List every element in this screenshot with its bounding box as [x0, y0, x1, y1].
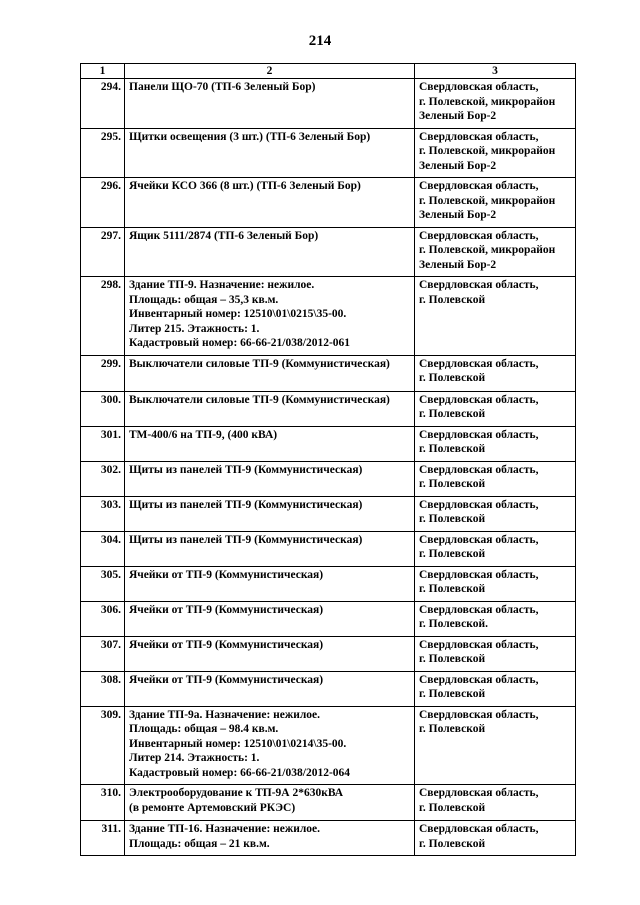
- address-line: Зеленый Бор-2: [419, 159, 497, 172]
- object-description: [125, 671, 415, 706]
- table-row: [81, 227, 576, 277]
- row-number: 307.: [81, 636, 125, 671]
- row-number: 295.: [81, 128, 125, 178]
- description-line: Щиты из панелей ТП-9 (Коммунистическая): [129, 463, 363, 476]
- table-row: [81, 496, 576, 531]
- row-number: 310.: [81, 785, 125, 821]
- address-line: Свердловская область,: [419, 229, 539, 242]
- object-address: [415, 601, 576, 636]
- address-line: г. Полевской: [419, 548, 486, 560]
- address-line: г. Полевской: [419, 443, 486, 455]
- object-description: [125, 706, 415, 785]
- description-line: Ячейки от ТП-9 (Коммунистическая): [129, 568, 324, 581]
- object-address: [415, 178, 576, 228]
- row-number: 311.: [81, 821, 125, 856]
- table-row: [81, 178, 576, 228]
- row-number: 304.: [81, 531, 125, 566]
- table-row: [81, 671, 576, 706]
- object-description: [125, 636, 415, 671]
- object-description: [125, 601, 415, 636]
- table-row: [81, 461, 576, 496]
- object-description: [125, 227, 415, 277]
- description-line: Электрооборудование к ТП-9А 2*630кВА: [129, 787, 344, 799]
- address-line: Зеленый Бор-2: [419, 209, 497, 221]
- object-address: [415, 566, 576, 601]
- description-line: Панели ЩО-70 (ТП-6 Зеленый Бор): [129, 81, 316, 93]
- description-line: Здание ТП-9. Назначение: нежилое.: [129, 279, 315, 291]
- description-line: Щиты из панелей ТП-9 (Коммунистическая): [129, 533, 363, 546]
- address-line: Свердловская область,: [419, 638, 539, 651]
- address-line: Свердловская область,: [419, 533, 539, 546]
- row-number: 309.: [81, 706, 125, 785]
- table-row: [81, 706, 576, 785]
- address-line: Свердловская область,: [419, 357, 539, 370]
- address-line: Свердловская область,: [419, 673, 539, 686]
- address-line: г. Полевской, микрорайон: [419, 95, 556, 108]
- description-line: Ящик 5111/2874 (ТП-6 Зеленый Бор): [129, 229, 319, 242]
- row-number: 303.: [81, 496, 125, 531]
- table-row: [81, 636, 576, 671]
- description-line: Инвентарный номер: 12510\01\0214\35-00.: [129, 737, 347, 750]
- object-description: [125, 178, 415, 228]
- address-line: г. Полевской: [419, 837, 486, 850]
- description-line: Площадь: общая – 35,3 кв.м.: [129, 293, 279, 306]
- description-line: Инвентарный номер: 12510\01\0215\35-00.: [129, 308, 347, 320]
- description-line: Ячейки от ТП-9 (Коммунистическая): [129, 673, 324, 686]
- address-line: г. Полевской: [419, 478, 486, 490]
- address-line: Свердловская область,: [419, 823, 539, 835]
- description-line: Ячейки КСО 366 (8 шт.) (ТП-6 Зеленый Бор): [129, 180, 361, 192]
- object-address: [415, 426, 576, 461]
- row-number: 302.: [81, 461, 125, 496]
- row-number: 294.: [81, 79, 125, 129]
- object-address: [415, 277, 576, 356]
- object-address: [415, 79, 576, 129]
- address-line: г. Полевской: [419, 688, 486, 700]
- object-description: [125, 277, 415, 356]
- address-line: Свердловская область,: [419, 708, 539, 721]
- column-header-address: 3: [415, 64, 576, 79]
- address-line: г. Полевской: [419, 583, 486, 595]
- address-line: Свердловская область,: [419, 463, 539, 476]
- row-number: 299.: [81, 355, 125, 391]
- row-number: 300.: [81, 391, 125, 426]
- address-line: Свердловская область,: [419, 180, 539, 192]
- row-number: 305.: [81, 566, 125, 601]
- description-line: Кадастровый номер: 66-66-21/038/2012-064: [129, 766, 351, 779]
- table-row: [81, 821, 576, 856]
- address-line: Зеленый Бор-2: [419, 258, 497, 271]
- address-line: г. Полевской: [419, 801, 486, 814]
- property-registry-table: [80, 63, 576, 856]
- address-line: г. Полевской: [419, 293, 486, 306]
- description-line: Площадь: общая – 21 кв.м.: [129, 837, 270, 850]
- address-line: г. Полевской.: [419, 618, 488, 630]
- row-number: 298.: [81, 277, 125, 356]
- address-line: г. Полевской, микрорайон: [419, 194, 556, 207]
- object-description: [125, 496, 415, 531]
- address-line: г. Полевской: [419, 513, 486, 525]
- address-line: Свердловская область,: [419, 603, 539, 616]
- object-description: [125, 785, 415, 821]
- address-line: г. Полевской, микрорайон: [419, 244, 556, 256]
- object-description: [125, 391, 415, 426]
- object-address: [415, 785, 576, 821]
- address-line: Свердловская область,: [419, 81, 539, 93]
- description-line: Здание ТП-16. Назначение: нежилое.: [129, 823, 321, 835]
- address-line: Свердловская область,: [419, 568, 539, 581]
- table-header-row: [81, 64, 576, 79]
- address-line: Свердловская область,: [419, 279, 539, 291]
- description-line: Ячейки от ТП-9 (Коммунистическая): [129, 638, 324, 651]
- object-description: [125, 79, 415, 129]
- table-row: [81, 355, 576, 391]
- description-line: Литер 214. Этажность: 1.: [129, 752, 260, 764]
- table-row: [81, 785, 576, 821]
- description-line: ТМ-400/6 на ТП-9, (400 кВА): [129, 428, 278, 441]
- table-row: [81, 531, 576, 566]
- address-line: Свердловская область,: [419, 787, 539, 799]
- description-line: Площадь: общая – 98.4 кв.м.: [129, 723, 279, 735]
- address-line: г. Полевской, микрорайон: [419, 145, 556, 157]
- table-row: [81, 79, 576, 129]
- column-header-number: 1: [81, 64, 125, 79]
- row-number: 301.: [81, 426, 125, 461]
- address-line: г. Полевской: [419, 653, 486, 665]
- page-number: 214: [308, 33, 332, 49]
- table-row: [81, 128, 576, 178]
- address-line: Свердловская область,: [419, 428, 539, 441]
- object-address: [415, 531, 576, 566]
- description-line: Щиты из панелей ТП-9 (Коммунистическая): [129, 498, 363, 511]
- object-description: [125, 821, 415, 856]
- row-number: 296.: [81, 178, 125, 228]
- address-line: г. Полевской: [419, 723, 486, 735]
- address-line: г. Полевской: [419, 372, 486, 384]
- description-line: Щитки освещения (3 шт.) (ТП-6 Зеленый Бор): [129, 130, 371, 143]
- object-address: [415, 391, 576, 426]
- address-line: Свердловская область,: [419, 130, 539, 143]
- description-line: Литер 215. Этажность: 1.: [129, 322, 260, 335]
- table-body: [81, 79, 576, 856]
- table-row: [81, 391, 576, 426]
- object-description: [125, 461, 415, 496]
- object-address: [415, 671, 576, 706]
- row-number: 306.: [81, 601, 125, 636]
- object-address: [415, 355, 576, 391]
- table-row: [81, 426, 576, 461]
- row-number: 297.: [81, 227, 125, 277]
- object-address: [415, 496, 576, 531]
- table-row: [81, 601, 576, 636]
- description-line: Кадастровый номер: 66-66-21/038/2012-061: [129, 337, 351, 349]
- row-number: 308.: [81, 671, 125, 706]
- object-address: [415, 821, 576, 856]
- table-row: [81, 566, 576, 601]
- object-description: [125, 128, 415, 178]
- object-description: [125, 355, 415, 391]
- address-line: Зеленый Бор-2: [419, 110, 497, 122]
- table-row: [81, 277, 576, 356]
- object-address: [415, 227, 576, 277]
- column-header-description: 2: [125, 64, 415, 79]
- description-line: (в ремонте Артемовский РКЭС): [129, 801, 296, 814]
- object-description: [125, 566, 415, 601]
- address-line: Свердловская область,: [419, 393, 539, 406]
- address-line: г. Полевской: [419, 408, 486, 420]
- object-address: [415, 461, 576, 496]
- object-description: [125, 426, 415, 461]
- description-line: Ячейки от ТП-9 (Коммунистическая): [129, 603, 324, 616]
- object-address: [415, 128, 576, 178]
- description-line: Выключатели силовые ТП-9 (Коммунистическая): [129, 357, 390, 370]
- address-line: Свердловская область,: [419, 498, 539, 511]
- object-address: [415, 706, 576, 785]
- description-line: Выключатели силовые ТП-9 (Коммунистическая): [129, 393, 390, 406]
- object-address: [415, 636, 576, 671]
- object-description: [125, 531, 415, 566]
- description-line: Здание ТП-9а. Назначение: нежилое.: [129, 708, 321, 721]
